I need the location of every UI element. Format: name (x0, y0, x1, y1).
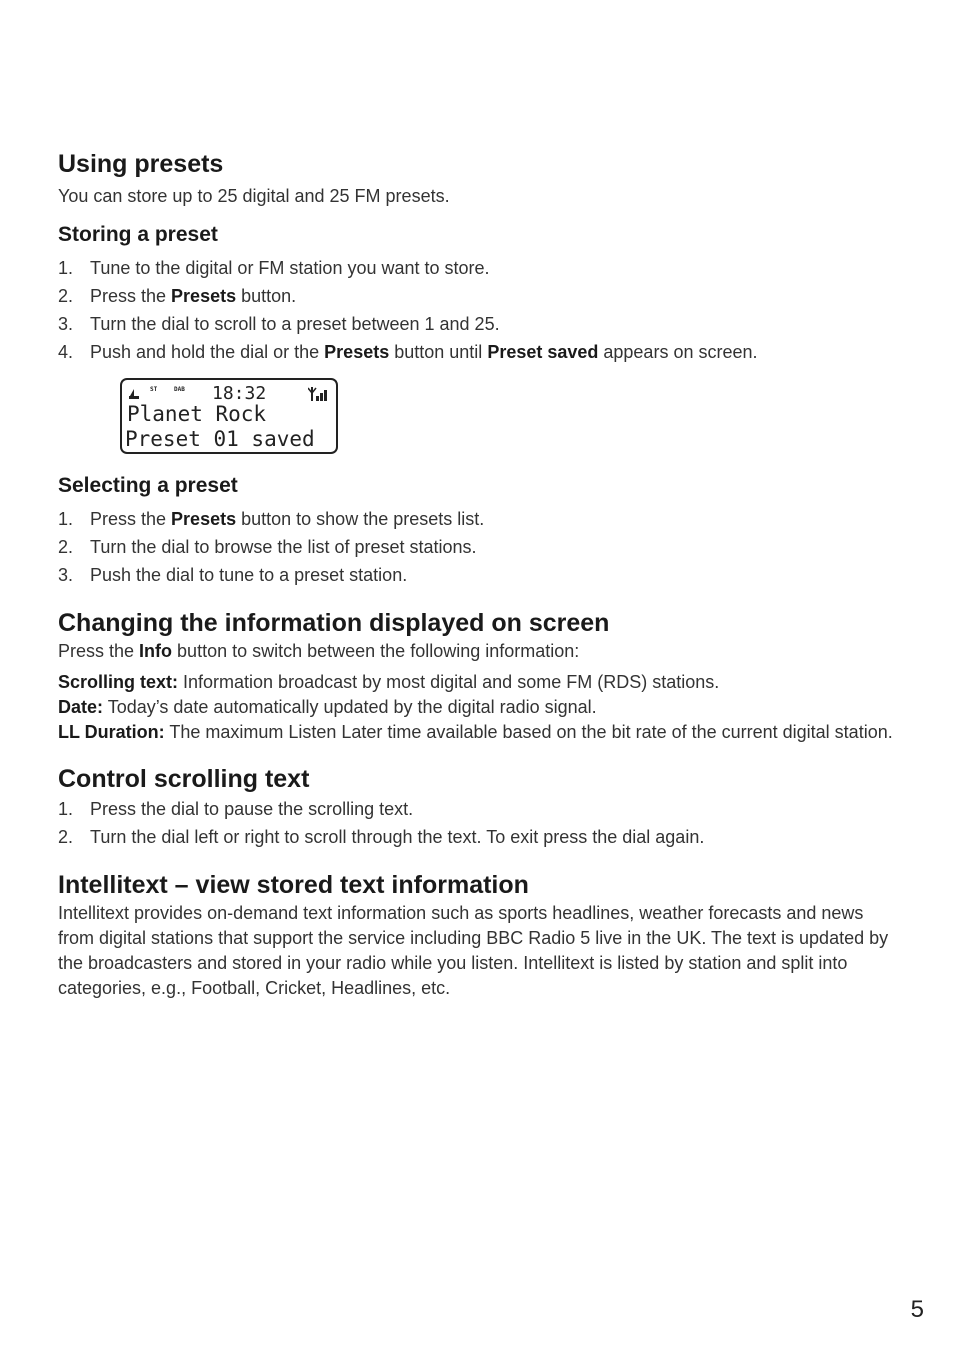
date-desc (58, 695, 900, 720)
ll-duration-desc (58, 720, 900, 745)
step-text: Push and hold the dial or the (90, 342, 325, 362)
lcd-status-bar (128, 384, 332, 404)
step-text: button. (236, 286, 297, 306)
intro-text: button to switch between the following information: (172, 641, 580, 661)
lcd-display (120, 378, 338, 454)
control-steps (58, 795, 900, 851)
list-item (58, 533, 900, 561)
list-item (58, 254, 900, 282)
step-text: button until (389, 342, 488, 362)
step-number: 2. (58, 286, 74, 306)
control-scrolling-heading: Control scrolling text (58, 765, 310, 793)
list-item (58, 338, 900, 366)
presets-button-ref: Presets (171, 509, 237, 529)
step-number: 1. (58, 509, 74, 529)
step-text: Turn the dial to browse the list of preset stations. (90, 537, 477, 557)
step-number: 2. (58, 827, 74, 847)
step-text: appears on screen. (598, 342, 758, 362)
selecting-preset-heading: Selecting a preset (58, 474, 238, 497)
lcd-time: 18:32 (212, 383, 267, 404)
storing-steps (58, 254, 900, 366)
presets-button-ref: Presets (324, 342, 390, 362)
date-body: Today’s date automatically updated by the digital radio signal. (103, 697, 597, 717)
step-text: Push the dial to tune to a preset station. (90, 565, 408, 585)
speaker-icon (128, 388, 140, 400)
step-number: 1. (58, 258, 74, 278)
step-text: Press the (90, 509, 172, 529)
info-button-ref: Info (139, 641, 173, 661)
ll-duration-label: LL Duration: (58, 722, 165, 742)
selecting-steps (58, 505, 900, 589)
scrolling-text-desc (58, 670, 900, 695)
step-number: 3. (58, 565, 74, 585)
step-text: Tune to the digital or FM station you want to store. (90, 258, 490, 278)
step-text: Turn the dial left or right to scroll through the text. To exit press the dial again. (90, 827, 705, 847)
using-presets-intro: You can store up to 25 digital and 25 FM presets. (58, 186, 450, 206)
ll-duration-body: The maximum Listen Later time available based on the bit rate of the current digital station. (164, 722, 893, 742)
lcd-station-name: Planet Rock (127, 402, 267, 426)
list-item (58, 561, 900, 589)
list-item (58, 282, 900, 310)
dab-indicator: DAB (174, 386, 185, 393)
storing-preset-heading: Storing a preset (58, 223, 218, 246)
step-number: 3. (58, 314, 74, 334)
scrolling-text-label: Scrolling text: (58, 672, 179, 692)
list-item (58, 795, 900, 823)
step-number: 1. (58, 799, 74, 819)
changing-info-heading: Changing the information displayed on screen (58, 609, 610, 637)
using-presets-heading: Using presets (58, 150, 224, 178)
stereo-indicator: ST (150, 386, 158, 393)
intellitext-heading: Intellitext – view stored text information (58, 871, 529, 899)
step-text: Press the dial to pause the scrolling text. (90, 799, 414, 819)
list-item (58, 505, 900, 533)
lcd-message: Preset 01 saved (125, 427, 315, 451)
intellitext-body: Intellitext provides on-demand text information such as sports headlines, weather forecasts and news from digital stations that support the service including BBC Radio 5 live in the UK. The text is updated by the broadcasters and stored in your radio while you listen. Intellitext is listed by station and split into categories, e.g., Football, Cricket, Headlines, etc. (58, 903, 889, 998)
date-label: Date: (58, 697, 104, 717)
step-number: 2. (58, 537, 74, 557)
presets-button-ref: Presets (171, 286, 237, 306)
signal-strength-icon (308, 386, 330, 402)
list-item (58, 310, 900, 338)
intro-text: Press the (58, 641, 140, 661)
step-number: 4. (58, 342, 74, 362)
manual-page (58, 148, 900, 1001)
preset-saved-ref: Preset saved (487, 342, 599, 362)
step-text: Turn the dial to scroll to a preset between 1 and 25. (90, 314, 500, 334)
changing-info-intro (58, 639, 900, 664)
step-text: button to show the presets list. (236, 509, 485, 529)
page-number: 5 (910, 1296, 924, 1323)
scrolling-text-body: Information broadcast by most digital and some FM (RDS) stations. (178, 672, 720, 692)
step-text: Press the (90, 286, 172, 306)
list-item (58, 823, 900, 851)
